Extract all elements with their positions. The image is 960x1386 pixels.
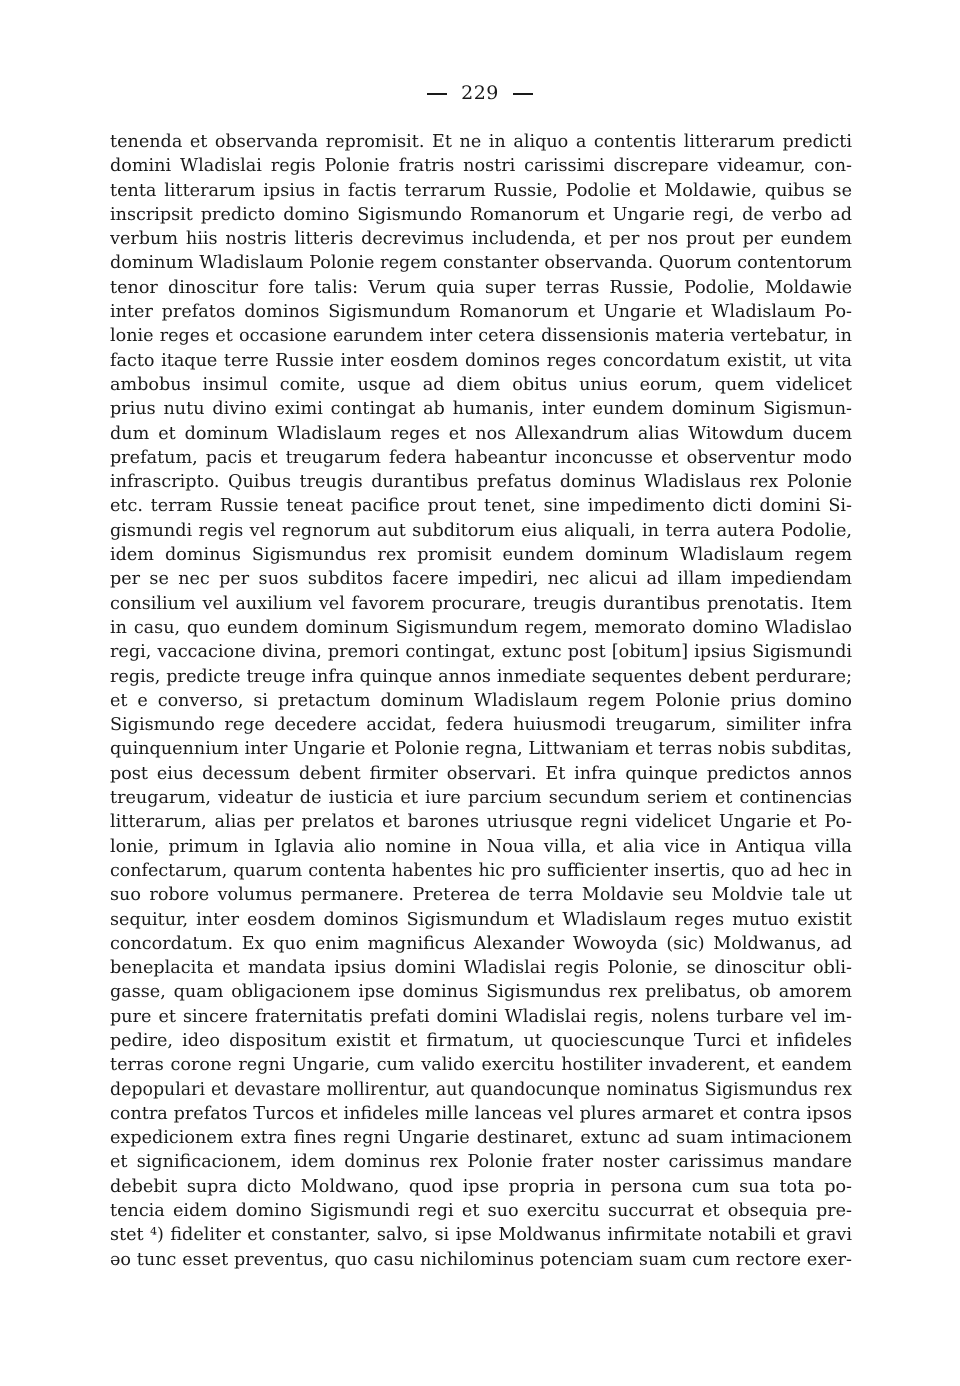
text-line: consilium vel auxilium vel favorem procurare, treugis durantibus prenotatis. Item bbox=[110, 593, 852, 614]
text-line: prefatum, pacis et treugarum federa habeantur inconcusse et observentur modo bbox=[110, 447, 852, 468]
text-line: facto itaque terre Russie inter eosdem dominos reges concordatum existit, ut vita bbox=[110, 350, 852, 371]
text-line: inter prefatos dominos Sigismundum Romanorum et Ungarie et Wladislaum Po- bbox=[110, 302, 852, 323]
text-line: verbum hiis nostris litteris decrevimus includenda, et per nos prout per eundem bbox=[110, 229, 852, 250]
text-line: ambobus insimul comite, usque ad diem obitus unius eorum, quem videlicet bbox=[110, 374, 852, 395]
text-line: dum et dominum Wladislaum reges et nos Allexandrum alias Witowdum ducem bbox=[110, 423, 852, 444]
text-line: əo tunc esset preventus, quo casu nichilominus potenciam suam cum rectore exer- bbox=[110, 1249, 852, 1270]
page-number: 229 bbox=[461, 82, 499, 104]
right-dash bbox=[513, 93, 533, 95]
text-line: pure et sincere fraternitatis prefati domini Wladislai regis, nolens turbare vel im- bbox=[110, 1006, 852, 1027]
text-line: expedicionem extra fines regni Ungarie destinaret, extunc ad suam intimacionem bbox=[110, 1128, 852, 1149]
text-line: et e converso, si pretactum dominum Wladislaum regem Polonie prius domino bbox=[110, 690, 852, 711]
text-line: tenor dinoscitur fore talis: Verum quia super terras Russie, Podolie, Moldawie bbox=[110, 277, 852, 298]
text-line: debebit supra dicto Moldwano, quod ipse propria in persona cum sua tota po- bbox=[110, 1176, 852, 1197]
text-line: stet ⁴) fideliter et constanter, salvo, si ipse Moldwanus infirmitate notabili et gravi bbox=[110, 1225, 852, 1246]
text-line: in casu, quo eundem dominum Sigismundum regem, memorato domino Wladislao bbox=[110, 617, 852, 638]
text-line: per se nec per suos subditos facere impediri, nec alicui ad illam impediendam bbox=[110, 569, 852, 590]
text-line: etc. terram Russie teneat pacifice prout tenet, sine impedimento dicti domini Si- bbox=[110, 496, 852, 517]
text-line: regis, predicte treuge infra quinque annos inmediate sequentes debent perdurare; bbox=[110, 666, 852, 687]
text-line: beneplacita et mandata ipsius domini Wladislai regis Polonie, se dinoscitur obli- bbox=[110, 958, 852, 979]
text-line: infrascripto. Quibus treugis durantibus prefatus dominus Wladislaus rex Polonie bbox=[110, 472, 852, 493]
text-line: et significacionem, idem dominus rex Polonie frater noster carissimus mandare bbox=[110, 1152, 852, 1173]
text-line: gismundi regis vel regnorum aut subditorum eius aliquali, in terra autera Podolie, bbox=[110, 520, 852, 541]
text-line: depopulari et devastare mollirentur, aut quandocunque nominatus Sigismundus rex bbox=[110, 1079, 852, 1100]
text-line: gasse, quam obligacionem ipse dominus Sigismundus rex prelibatus, ob amorem bbox=[110, 982, 852, 1003]
text-line: litterarum, alias per prelatos et barones utriusque regni videlicet Ungarie et Po- bbox=[110, 812, 852, 833]
left-dash bbox=[427, 93, 447, 95]
text-line: confectarum, quarum contenta habentes hic pro sufficienter insertis, quo ad hec in bbox=[110, 860, 852, 881]
text-line: pedire, ideo dispositum existit et firmatum, ut quociescunque Turci et infideles bbox=[110, 1030, 852, 1051]
text-line: suo robore volumus permanere. Preterea de terra Moldavie seu Moldvie tale ut bbox=[110, 885, 852, 906]
text-line: contra prefatos Turcos et infideles mille lanceas vel plures armaret et contra ipsos bbox=[110, 1103, 852, 1124]
text-line: tencia eidem domino Sigismundi regi et suo exercitu succurrat et obsequia pre- bbox=[110, 1201, 852, 1222]
text-line: domini Wladislai regis Polonie fratris nostri carissimi discrepare videamur, con- bbox=[110, 156, 852, 177]
text-line: tenta litterarum ipsius in factis terrarum Russie, Podolie et Moldawie, quibus se bbox=[110, 180, 852, 201]
text-line: terras corone regni Ungarie, cum valido exercitu hostiliter invaderent, et eandem bbox=[110, 1055, 852, 1076]
text-line: quinquennium inter Ungarie et Polonie regna, Littwaniam et terras nobis subditas, bbox=[110, 739, 852, 760]
text-line: inscripsit predicto domino Sigismundo Romanorum et Ungarie regi, de verbo ad bbox=[110, 204, 852, 225]
text-line: dominum Wladislaum Polonie regem constanter observanda. Quorum contentorum bbox=[110, 253, 852, 274]
text-line: prius nutu divino eximi contingat ab humanis, inter eundem dominum Sigismun- bbox=[110, 399, 852, 420]
text-line: idem dominus Sigismundus rex promisit eundem dominum Wladislaum regem bbox=[110, 545, 852, 566]
page-number-header bbox=[0, 82, 960, 104]
text-line: tenenda et observanda repromisit. Et ne in aliquo a contentis litterarum predicti bbox=[110, 132, 852, 152]
text-line: treugarum, videatur de iusticia et iure parcium secundum seriem et continencias bbox=[110, 788, 852, 809]
text-line: concordatum. Ex quo enim magnificus Alexander Wowoyda (sic) Moldwanus, ad bbox=[110, 933, 852, 954]
text-line: Sigismundo rege decedere accidat, federa huiusmodi treugarum, similiter infra bbox=[110, 715, 852, 736]
text-line: lonie, primum in Iglavia alio nomine in Noua villa, et alia vice in Antiqua villa bbox=[110, 836, 852, 857]
body-text bbox=[110, 130, 852, 1272]
text-line: lonie reges et occasione earundem inter cetera dissensionis materia vertebatur, in bbox=[110, 326, 852, 347]
text-line: sequitur, inter eosdem dominos Sigismundum et Wladislaum reges mutuo existit bbox=[110, 909, 852, 930]
text-line: regi, vaccacione divina, premori contingat, extunc post [obitum] ipsius Sigismundi bbox=[110, 642, 852, 663]
text-line: post eius decessum debent firmiter observari. Et infra quinque predictos annos bbox=[110, 763, 852, 784]
